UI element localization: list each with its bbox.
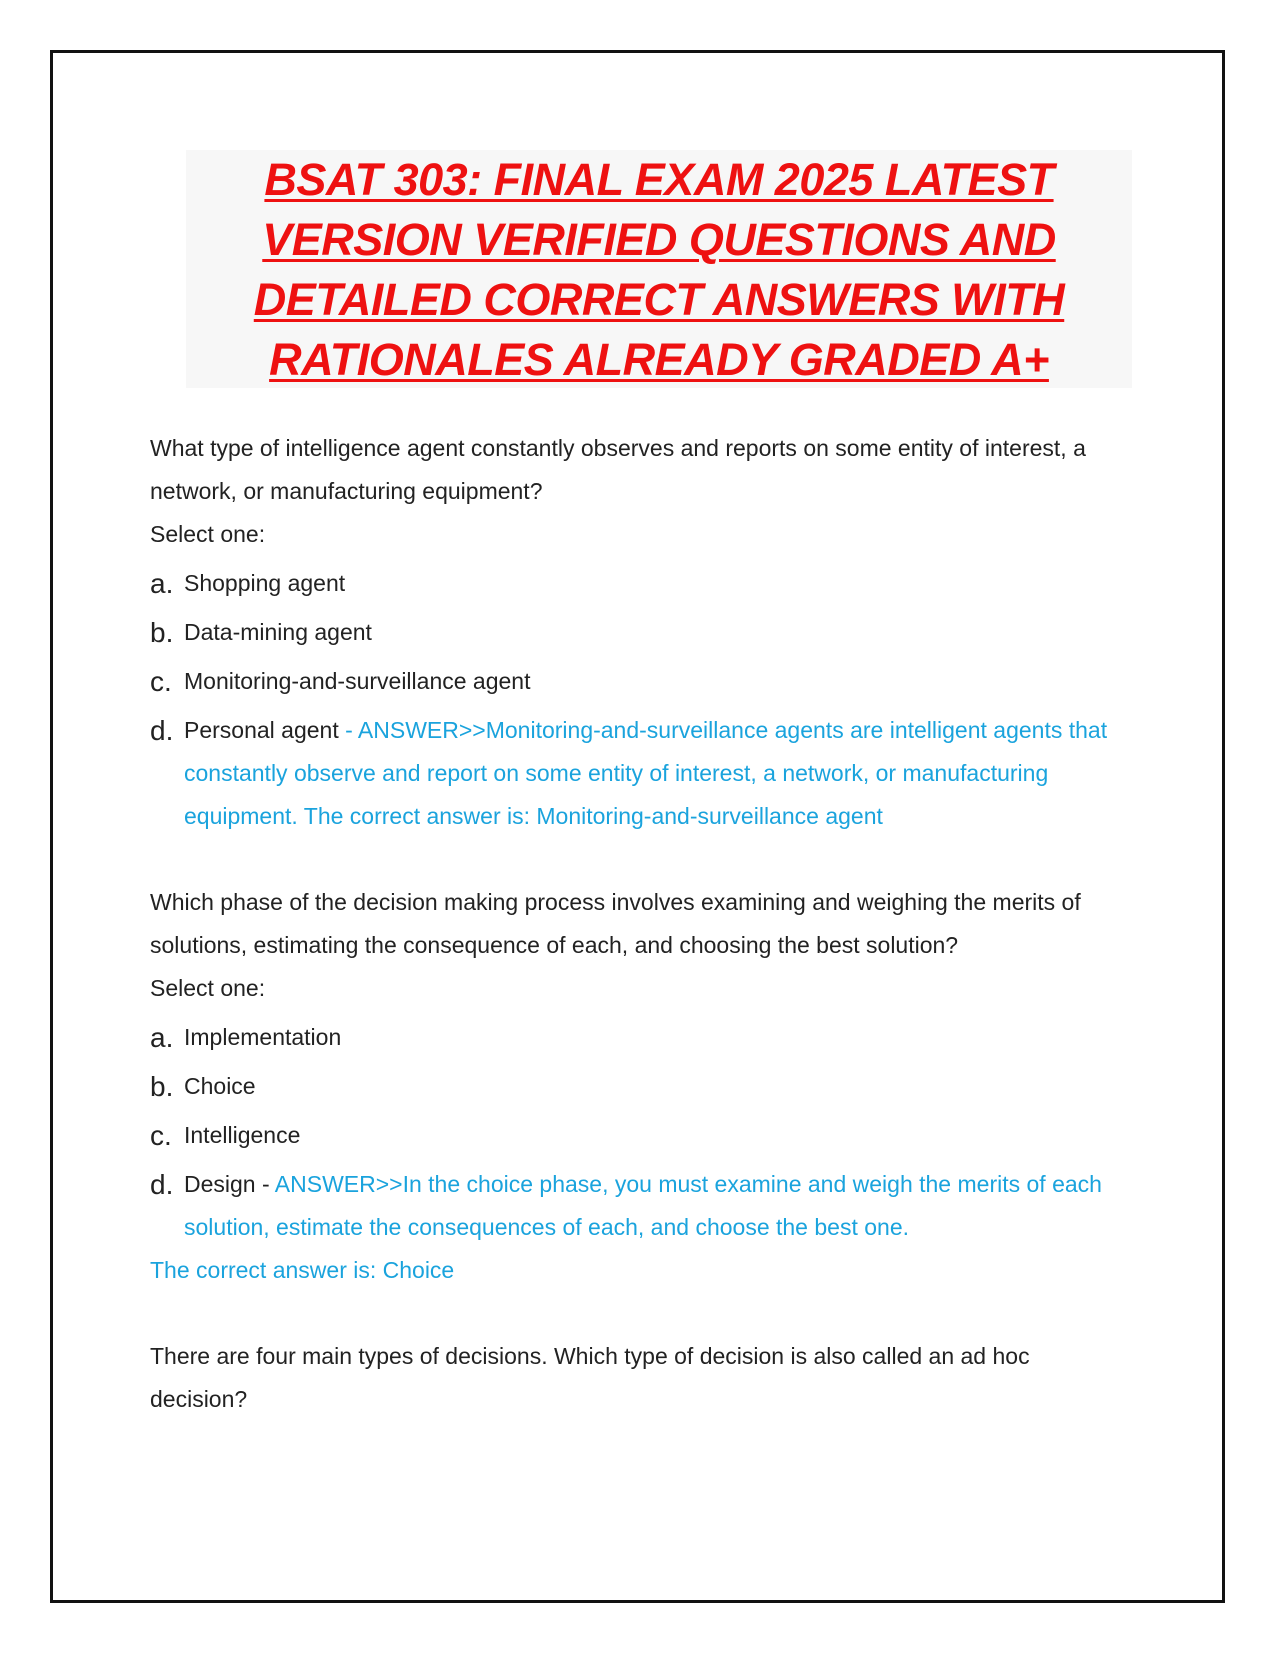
answer-dash: - bbox=[255, 1171, 275, 1197]
answer-option bbox=[150, 709, 1130, 838]
option-letter: b. bbox=[150, 617, 174, 648]
answer-option bbox=[150, 1163, 1130, 1249]
option-letter: d. bbox=[150, 715, 174, 746]
question-block bbox=[150, 881, 1130, 1292]
title-line: RATIONALES ALREADY GRADED A+ bbox=[269, 334, 1049, 385]
answer-option bbox=[150, 562, 1130, 605]
title-line: DETAILED CORRECT ANSWERS WITH bbox=[253, 274, 1065, 325]
option-letter: d. bbox=[150, 1169, 174, 1200]
option-body bbox=[184, 1163, 1130, 1249]
question-text: What type of intelligence agent constantly observes and reports on some entity of interest, a network, or manufacturing equipment? bbox=[150, 435, 1086, 504]
option-letter: a. bbox=[150, 568, 174, 599]
option-letter: c. bbox=[150, 1120, 172, 1151]
question-text: There are four main types of decisions. Which type of decision is also called an ad hoc decision? bbox=[150, 1343, 1030, 1412]
answer-rationale: ANSWER>>In the choice phase, you must examine and weigh the merits of each solution, estimate the consequences of each, and choose the best one. bbox=[184, 1171, 1102, 1240]
option-text: Personal agent bbox=[184, 717, 339, 743]
title-line: VERSION VERIFIED QUESTIONS AND bbox=[262, 214, 1056, 265]
answer-option bbox=[150, 611, 1130, 654]
option-text: Monitoring-and-surveillance agent bbox=[184, 668, 531, 694]
option-text: Implementation bbox=[184, 1024, 342, 1050]
correct-answer-line: The correct answer is: Choice bbox=[150, 1257, 455, 1283]
spacer bbox=[150, 838, 1130, 881]
option-text: Design bbox=[184, 1171, 256, 1197]
answer-option bbox=[150, 1016, 1130, 1059]
option-letter: b. bbox=[150, 1071, 174, 1102]
select-one-label: Select one: bbox=[150, 975, 266, 1001]
option-text: Data-mining agent bbox=[184, 619, 372, 645]
title-line: BSAT 303: FINAL EXAM 2025 LATEST bbox=[264, 154, 1054, 205]
option-body bbox=[184, 709, 1130, 838]
option-text: Shopping agent bbox=[184, 570, 346, 596]
question-block bbox=[150, 1335, 1130, 1421]
answer-option bbox=[150, 1065, 1130, 1108]
answer-option bbox=[150, 660, 1130, 703]
spacer bbox=[150, 1292, 1130, 1335]
option-letter: a. bbox=[150, 1022, 174, 1053]
answer-rationale: - ANSWER>>Monitoring-and-surveillance agents are intelligent agents that constantly observe and report on some entity of interest, a network, or manufacturing equipment. The correct answer is: Monitoring-and-surveillance agent bbox=[184, 717, 1108, 829]
option-text: Intelligence bbox=[184, 1122, 301, 1148]
question-text: Which phase of the decision making process involves examining and weighing the merits of solutions, estimating the consequence of each, and choosing the best solution? bbox=[150, 889, 1081, 958]
document-title bbox=[186, 150, 1132, 390]
option-letter: c. bbox=[150, 666, 172, 697]
option-text: Choice bbox=[184, 1073, 256, 1099]
document-body bbox=[150, 427, 1130, 1421]
answer-option bbox=[150, 1114, 1130, 1157]
select-one-label: Select one: bbox=[150, 521, 266, 547]
question-block bbox=[150, 427, 1130, 838]
